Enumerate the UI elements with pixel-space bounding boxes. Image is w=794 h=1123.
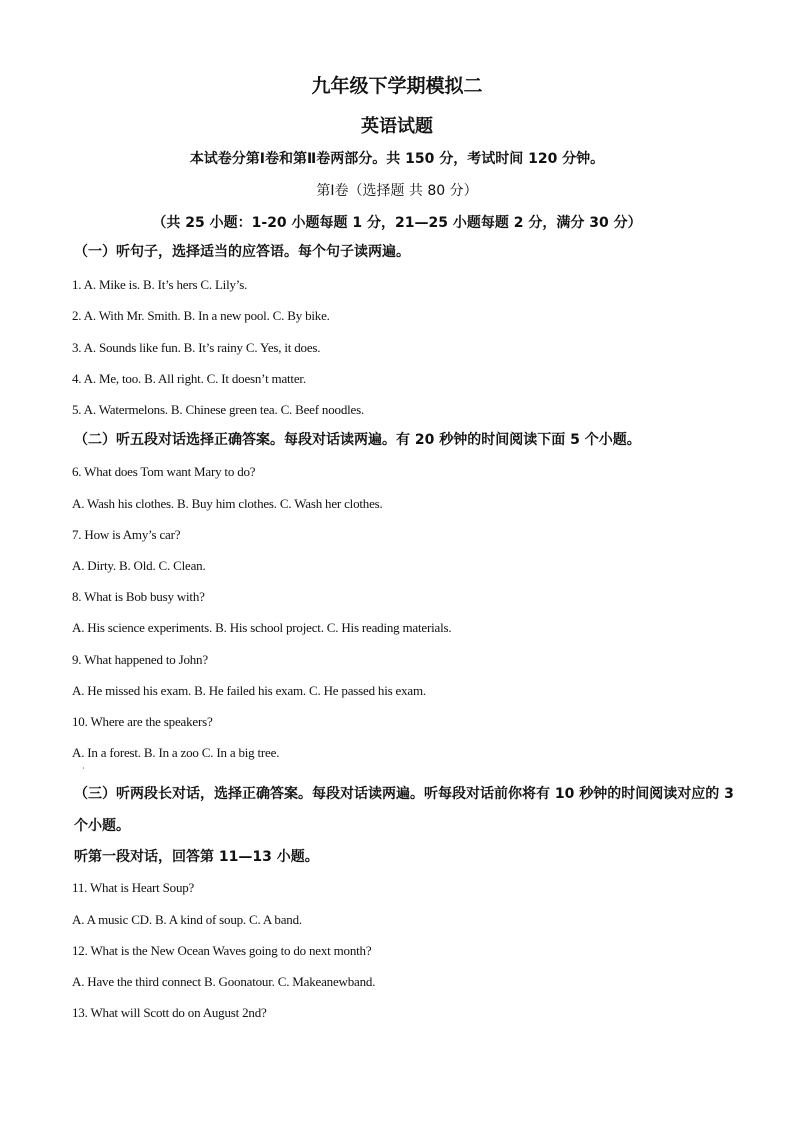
question-1: 1. A. Mike is. B. It’s hers C. Lily’s. — [72, 277, 248, 292]
question-7: 7. How is Amy’s car? — [72, 527, 181, 542]
question-3: 3. A. Sounds like fun. B. It’s rainy C. Yes, it does. — [72, 340, 321, 355]
scoring-note: （共 25 小题：1-20 小题每题 1 分，21—25 小题每题 2 分，满分 30 分） — [152, 215, 642, 231]
section-heading-2: （二）听五段对话选择正确答案。每段对话读两遍。有 20 秒钟的时间阅读下面 5 个小题。 — [74, 432, 641, 448]
part-heading: 第Ⅰ卷（选择题 共 80 分） — [316, 183, 478, 199]
question-5: 5. A. Watermelons. B. Chinese green tea. C. Beef noodles. — [72, 402, 365, 417]
question-2: 2. A. With Mr. Smith. B. In a new pool. C. By bike. — [72, 308, 330, 323]
exam-instruction: 本试卷分第Ⅰ卷和第Ⅱ卷两部分。共 150 分，考试时间 120 分钟。 — [189, 151, 605, 167]
question-10: 10. Where are the speakers? — [72, 714, 213, 729]
exam-title: 九年级下学期模拟二 — [311, 75, 483, 97]
question-11: 11. What is Heart Soup? — [72, 880, 195, 895]
answer-options-6: A. Wash his clothes. B. Buy him clothes. C. Wash her clothes. — [72, 496, 383, 511]
question-12: 12. What is the New Ocean Waves going to do next month? — [72, 943, 372, 958]
section-heading-1: （一）听句子，选择适当的应答语。每个句子读两遍。 — [74, 244, 410, 260]
section-heading-3: （三）听两段长对话，选择正确答案。每段对话读两遍。听每段对话前你将有 10 秒钟的时间阅读对应的 3 个小题。 — [74, 786, 734, 834]
answer-options-11: A. A music CD. B. A kind of soup. C. A band. — [72, 912, 302, 927]
exam-subtitle: 英语试题 — [361, 116, 433, 137]
answer-options-9: A. He missed his exam. B. He failed his exam. C. He passed his exam. — [72, 683, 426, 698]
answer-options-7: A. Dirty. B. Old. C. Clean. — [72, 558, 206, 573]
question-8: 8. What is Bob busy with? — [72, 589, 205, 604]
answer-options-10: A. In a forest. B. In a zoo C. In a big tree. — [72, 745, 280, 760]
sub-heading-dialogue-1: 听第一段对话，回答第 11—13 小题。 — [74, 849, 319, 865]
answer-options-12: A. Have the third connect B. Goonatour. C. Makeanewband. — [72, 974, 376, 989]
question-4: 4. A. Me, too. B. All right. C. It doesn’t matter. — [72, 371, 306, 386]
answer-options-8: A. His science experiments. B. His school project. C. His reading materials. — [72, 620, 452, 635]
question-6: 6. What does Tom want Mary to do? — [72, 464, 256, 479]
question-13: 13. What will Scott do on August 2nd? — [72, 1005, 267, 1020]
question-9: 9. What happened to John? — [72, 652, 208, 667]
stray-dot: · — [82, 764, 85, 773]
